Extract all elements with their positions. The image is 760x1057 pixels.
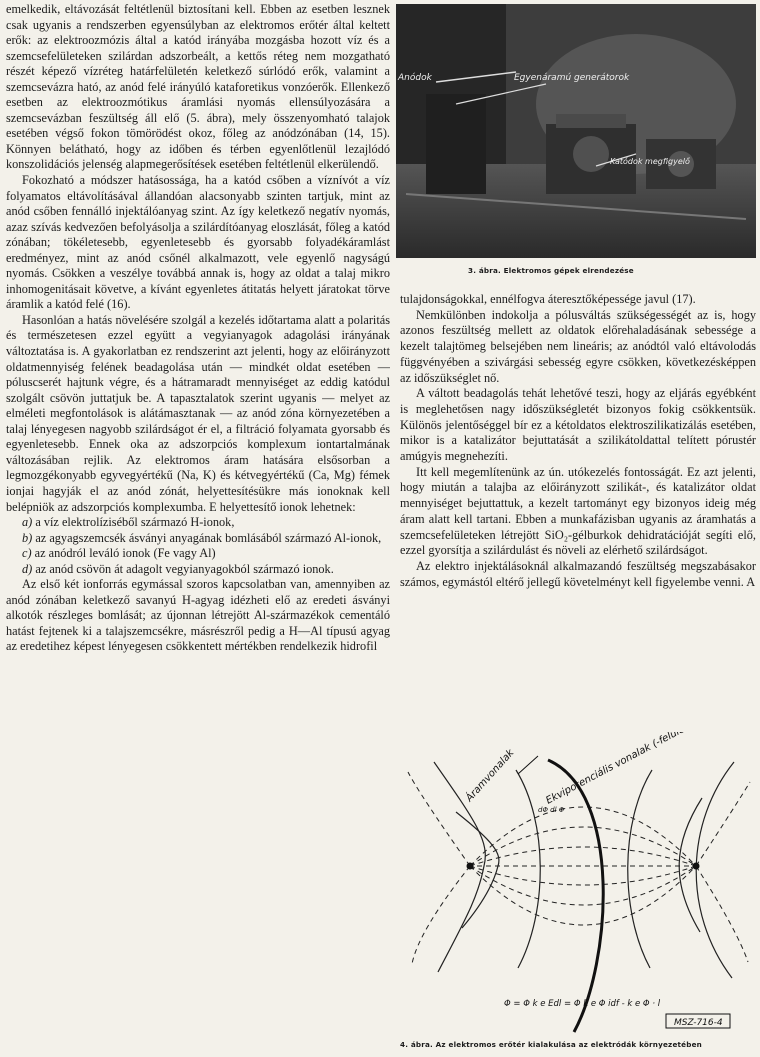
pointer-line [518,756,538,774]
paragraph: emelkedik, eltávozását feltétlenül biztosítani kell. Ebben az esetben lesznek csak ugyanis a rendszerben egyensúlyban az elektromos erőtér által keltett erők: az elektroozmózis által a katód irányába mozgásba hozott víz és a szemcsefelületeken szilárdan adszorbeált, a kettős réteg nem mozgatható részét képező vízréteg határfelületén keletkező súrlódó erők, valamint a szemcsevázra ható, az anód felé irányúló kataforetikus vonzóerők. Ellenkező esetben az elektroozmótikus áramlási nyomás ellensúlyozására a szemcsevázban feszültség áll elő (5. ábra), mely összenyomható talajok esetében végső fokon tömörödést okoz, főleg az anódzónában (14, 15). Könnyen belátható, hogy az időben és térben egyenlőtlenül lezajlódó konszolidációs jelenség alapmegerősítések esetében feltétlenül elkerülendő. [6,2,390,172]
cathode-electrode [693,863,700,870]
differential-label: dΦ dl Φ [538,806,565,814]
stamp-text: MSZ-716-4 [674,1018,723,1028]
list-marker: c) [22,546,32,561]
paragraph: Nemkülönben indokolja a pólusváltás szükségességét az is, hogy azonos feszültség mellett az oldatok előrehaladásának sebessége a kezelt talajtömeg belsejében nem lineáris; az anódtól való eltávolodás függvényében a szivárgási sebesség egyre csökken, következésképpen az időszükséglet nő. [400,307,756,385]
list-text: az anód csövön át adagolt vegyianyagokból származó ionok. [35,561,334,576]
list-marker: d) [22,561,33,576]
left-column [6,2,390,1054]
paragraph: Hasonlóan a hatás növelésére szolgál a kezelés időtartama alatt a polaritás és természetesen ezzel együtt a vegyianyagok adagolási irányának változtatása is. A gyakorlatban ez rendszerint azt jelenti, hogy az előirányzott oldatmennyiség felének beadagolása után — mindkét oldat esetében — póluscserét hajtunk végre, és a hátramaradt mennyiséget az eddig katódul szolgált csövön juttatjuk be. A tapasztalatok szerint ugyanis — melyet az elméleti megfontolások is alátámasztanak — az anód zóna környezetében a talaj lényegesen nagyobb szilárdságot ér el, a filtráció folyamata gyorsabb és egyenletesebb. Ennek oka az adszorpciós komplexum iontartalmának változásában rejlik. Az elektromos áram hatására elsősorban a legmozgékonyabb egyvegyértékű (Na, K) és kétvegyértékű (Ca, Mg) fémek ionjai hagyják el az anód zónát, helyettesítésükre más ionoknak kell belépniök az adszorpciós komplexumba. E helyettesítő ionok lehetnek: [6,312,390,514]
paragraph: Az elektro injektálásoknál alkalmazandó feszültség megszabásakor számos, egymástól eltérő jellegű követelményt kell figyelembe venni. A [400,558,756,589]
field-lines-drawing [398,732,756,1038]
photo-label: Anódok [398,73,432,83]
list-item [6,515,390,531]
list-text: az agyagszemcsék ásványi anyagának bomlásából származó Al-ionok, [35,530,382,545]
photo-label: Katódok megfigyelő [610,157,690,166]
right-column [400,292,756,724]
paragraph: A váltott beadagolás tehát lehetővé teszi, hogy az eljárás egyébként is meglehetősen nagy időszükségletét bizonyos fokig csökkentsük. Különös jelentőséggel bír ez a kétoldatos elektroszilikatizálás esetében, mikor is a katalizátor bejuttatását a szilikátoldattal telített pórustér amúgyis megnehezíti. [400,386,756,464]
figure-4-caption: 4. ábra. Az elektromos erőtér kialakulása az elektródák környezetében [400,1040,702,1049]
figure-3-photo [396,4,756,258]
paragraph: Itt kell megemlítenünk az ún. utókezelés fontosságát. Ez azt jelenti, hogy miután a talajba az előirányzott szilikát-, és katalizátor oldat mennyiséget bejuttattuk, a kezelt tartományt egy bizonyos ideig még áram alatt kell tartani. Ebben a munkafázisban ugyanis az áramhatás a szemcsefelületeken létrejött SiO₂-gélburkok dehidratációját segíti elő, ezzel gyorsítja a szilárdulást és növeli az elérhető szilárdságot. [400,464,756,558]
list-text: az anódról leváló ionok (Fe vagy Al) [34,546,216,561]
list-text: a víz elektrolíziséből származó H-ionok, [35,515,235,530]
paragraph: Az első két ionforrás egymással szoros kapcsolatban van, amennyiben az anód zónában keletkező savanyú H-agyag idézheti elő az eredeti ásványi alkotók részleges bomlását; az újonnan létrejött Al-származékok cementáló hatást fejtenek ki a talajszemcsékre, másrészről pedig a H—Al típusú agyag az eredetihez képest lényegesen csökkentett mértékben rendelkezik hidrofil [6,577,390,654]
list-item [6,531,390,547]
list-marker: a) [22,515,33,530]
figure-4-diagram [398,732,756,1038]
current-lines-label: Áramvonalak [464,747,517,805]
photo-label: Egyenáramú generátorok [514,73,630,83]
figure-3-caption: 3. ábra. Elektromos gépek elrendezése [468,266,634,275]
list-marker: b) [22,530,33,545]
photo-drawing [396,4,756,258]
list-item [6,562,390,578]
anode-electrode [467,863,474,870]
equipotential-label: Ekvipotenciális vonalak (-felületek) [544,732,705,807]
list-item [6,546,390,562]
paragraph: tulajdonságokkal, ennélfogva áteresztőképessége javul (17). [400,292,696,306]
formula: Φ = Φ k e Edl = Φ k e Φ idf - k e Φ · l [504,999,661,1009]
paragraph: Fokozható a módszer hatásossága, ha a katód csőben a víznívót a víz folyamatos eltávolításával állandóan alacsonyabb szinten tartjuk, mint az anód csőben fennálló injektálóanyag szint. Az így keletkező negatív nyomás, azaz szívás kedvezően befolyásolja a szilárdítóanyag eloszlását, főleg a katód zónában; tökéletesebb, egyenletesebb és gyorsabb folyadékáramlást eredményez, mint az anód csőnél alkalmazott, vele egyenlő nagyságú nyomás. Csökken a veszélye továbbá annak is, hogy az oldat a talaj mikro inhomogenitásait követve, a kívánt egyenletes átitatás helyett járatokat törve áramlik a katód felé (16). [6,173,390,312]
